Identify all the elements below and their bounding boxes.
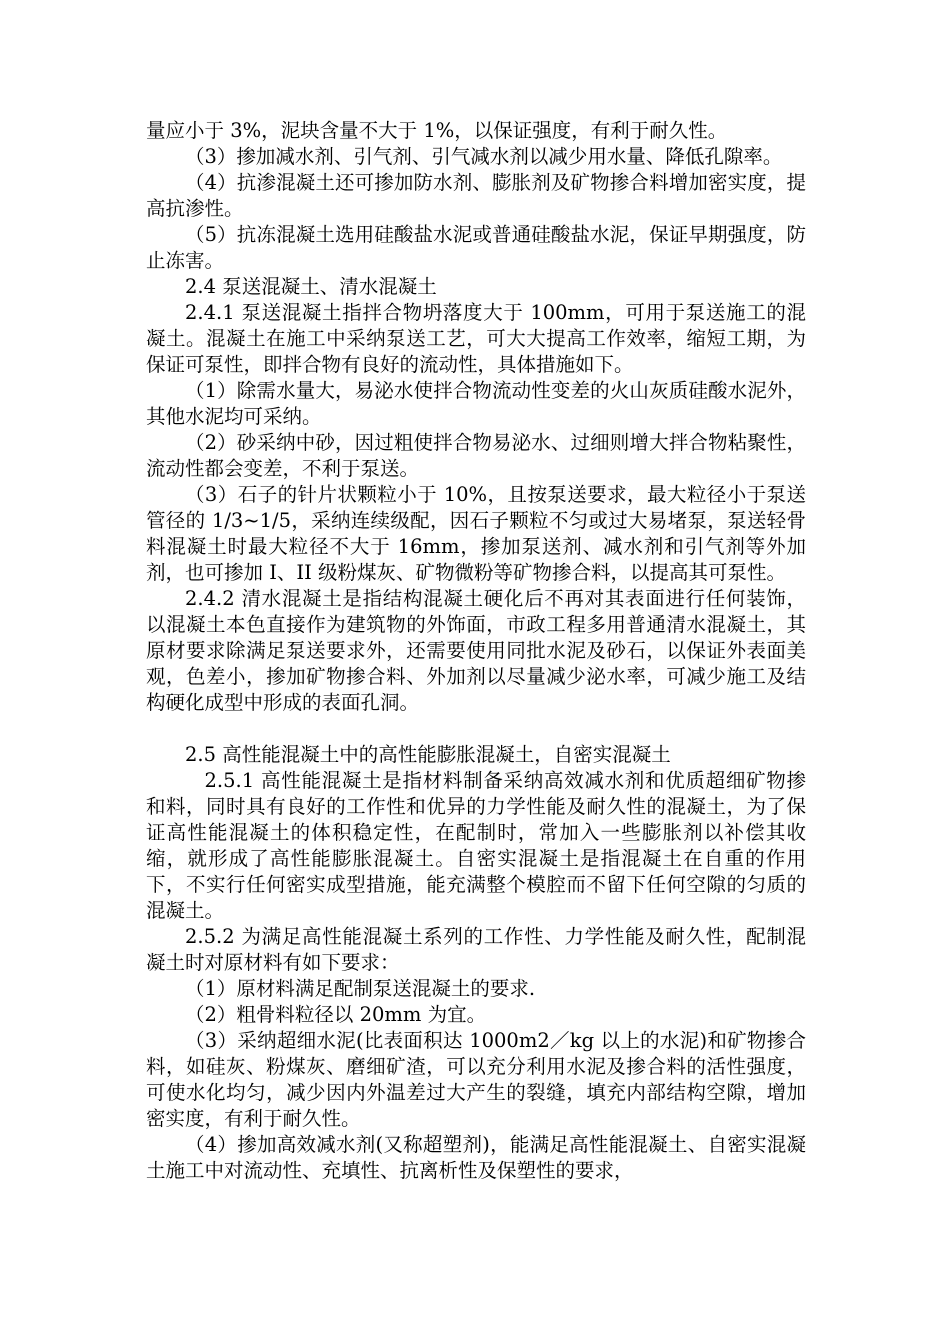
paragraph-strength-requirement: 量应小于 3%，泥块含量不大于 1%，以保证强度，有利于耐久性。 [146,119,728,142]
paragraph-impermeable-concrete: （4）抗渗混凝土还可掺加防水剂、膨胀剂及矿物掺合料增加密实度，提高抗渗性。 [146,171,806,220]
paragraph-pumped-item-3: （3）石子的针片状颗粒小于 10%，且按泵送要求，最大粒径小于泵送管径的 1/3~1/5，采纳连续级配，因石子颗粒不匀或过大易堵泵，泵送轻骨料混凝土时最大粒径不大于 16mm，掺加泵送剂、减水剂和引气剂等外加剂，也可掺加 I、II 级粉煤灰、矿物微粉等矿物掺合料，以提高其可泵性。 [146,483,806,584]
section-heading-2-5: 2.5 高性能混凝土中的高性能膨胀混凝土，自密实混凝土 [185,743,671,766]
paragraph-2-4-2-fair-faced-concrete: 2.4.2 清水混凝土是指结构混凝土硬化后不再对其表面进行任何装饰，以混凝土本色直接作为建筑物的外饰面，市政工程多用普通清水混凝土，其原材要求除满足泵送要求外，还需要使用同批水泥及砂石，以保证外表面美观，色差小，掺加矿物掺合料、外加剂以尽量减少泌水率，可减少施工及结构硬化成型中形成的表面孔洞。 [146,587,806,714]
paragraph-2-5-2-material-requirements: 2.5.2 为满足高性能混凝土系列的工作性、力学性能及耐久性，配制混凝土时对原材料有如下要求： [146,925,806,974]
paragraph-hpc-item-1: （1）原材料满足配制泵送混凝土的要求. [185,977,536,1000]
paragraph-spacer [146,716,806,742]
paragraph-pumped-item-2: （2）砂采纳中砂，因过粗使拌合物易泌水、过细则增大拌合物粘聚性，流动性都会变差，不利于泵送。 [146,431,806,480]
paragraph-admixture-porosity: （3）掺加减水剂、引气剂、引气减水剂以减少用水量、降低孔隙率。 [185,145,783,168]
paragraph-hpc-item-3: （3）采纳超细水泥(比表面积达 1000m2／kg 以上的水泥)和矿物掺合料，如硅灰、粉煤灰、磨细矿渣，可以充分利用水泥及掺合料的活性强度，可使水化均匀，减少因内外温差过大产生的裂缝，填充内部结构空隙，增加密实度，有利于耐久性。 [146,1029,806,1130]
paragraph-2-5-1-high-performance-concrete: 2.5.1 高性能混凝土是指材料制备采纳高效减水剂和优质超细矿物掺和料，同时具有良好的工作性和优异的力学性能及耐久性的混凝土，为了保证高性能混凝土的体积稳定性，在配制时，常加入一些膨胀剂以补偿其收缩，就形成了高性能膨胀混凝土。自密实混凝土是指混凝土在自重的作用下，不实行任何密实成型措施，能充满整个模腔而不留下任何空隙的匀质的混凝土。 [146,769,806,922]
paragraph-hpc-item-2: （2）粗骨料粒径以 20mm 为宜。 [185,1003,487,1026]
document-body [146,118,806,1184]
paragraph-hpc-item-4: （4）掺加高效减水剂(又称超塑剂)，能满足高性能混凝土、自密实混凝土施工中对流动性、充填性、抗离析性及保塑性的要求， [146,1133,806,1182]
paragraph-pumped-item-1: （1）除需水量大，易泌水使拌合物流动性变差的火山灰质硅酸水泥外，其他水泥均可采纳。 [146,379,806,428]
paragraph-frost-resistant-concrete: （5）抗冻混凝土选用硅酸盐水泥或普通硅酸盐水泥，保证早期强度，防止冻害。 [146,223,806,272]
paragraph-2-4-1-pumped-concrete: 2.4.1 泵送混凝土指拌合物坍落度大于 100mm，可用于泵送施工的混凝土。混凝土在施工中采纳泵送工艺，可大大提高工作效率，缩短工期，为保证可泵性，即拌合物有良好的流动性，具体措施如下。 [146,301,806,376]
section-heading-2-4: 2.4 泵送混凝土、清水混凝土 [185,275,437,298]
